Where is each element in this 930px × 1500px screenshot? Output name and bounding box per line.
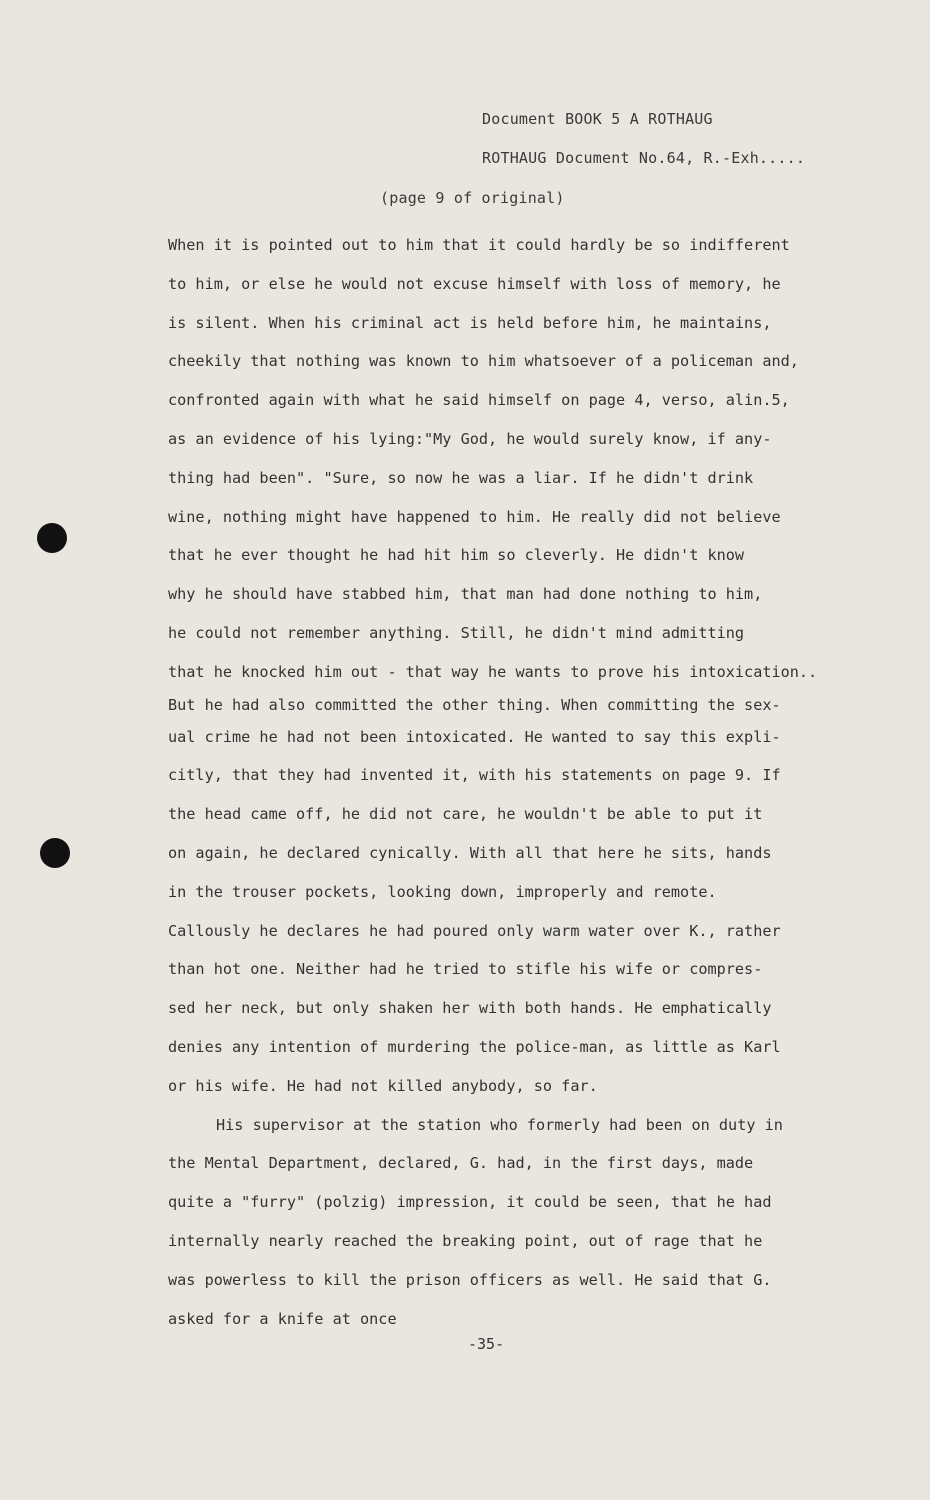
body-line: confronted again with what he said himself on page 4, verso, alin.5,	[168, 391, 790, 410]
body-line: that he knocked him out - that way he wants to prove his intoxication..	[168, 662, 818, 681]
body-line: to him, or else he would not excuse himself with loss of memory, he	[168, 274, 781, 293]
body-line: internally nearly reached the breaking point, out of rage that he	[168, 1231, 763, 1250]
body-line-paragraph-start: His supervisor at the station who formerly had been on duty in	[216, 1115, 783, 1134]
body-line: the Mental Department, declared, G. had, in the first days, made	[168, 1154, 754, 1173]
body-line: than hot one. Neither had he tried to stifle his wife or compres-	[168, 960, 763, 979]
body-line: ual crime he had not been intoxicated. He wanted to say this expli-	[168, 727, 781, 746]
body-line: quite a "furry" (polzig) impression, it could be seen, that he had	[168, 1193, 772, 1212]
body-line: asked for a knife at once	[168, 1309, 397, 1328]
body-line: But he had also committed the other thing. When committing the sex-	[168, 695, 781, 714]
document-number-reference: ROTHAUG Document No.64, R.-Exh.....	[482, 149, 806, 167]
original-page-reference: (page 9 of original)	[380, 189, 565, 207]
document-body	[168, 226, 868, 1338]
body-line: When it is pointed out to him that it could hardly be so indifferent	[168, 236, 790, 254]
body-line: thing had been". "Sure, so now he was a liar. If he didn't drink	[168, 468, 754, 487]
body-line: cheekily that nothing was known to him whatsoever of a policeman and,	[168, 352, 799, 371]
body-line: on again, he declared cynically. With all that here he sits, hands	[168, 843, 772, 862]
body-line: he could not remember anything. Still, he didn't mind admitting	[168, 623, 745, 642]
body-line: or his wife. He had not killed anybody, so far.	[168, 1076, 598, 1095]
body-line: why he should have stabbed him, that man had done nothing to him,	[168, 585, 763, 604]
body-line: as an evidence of his lying:"My God, he would surely know, if any-	[168, 429, 772, 448]
body-line: Callously he declares he had poured only warm water over K., rather	[168, 921, 781, 940]
body-line: wine, nothing might have happened to him. He really did not believe	[168, 507, 781, 526]
body-line: was powerless to kill the prison officers as well. He said that G.	[168, 1270, 772, 1289]
punch-hole-upper	[37, 523, 67, 553]
body-line: the head came off, he did not care, he wouldn't be able to put it	[168, 805, 763, 824]
body-line: citly, that they had invented it, with his statements on page 9. If	[168, 766, 781, 785]
page-number: -35-	[468, 1335, 505, 1353]
body-line: denies any intention of murdering the police-man, as little as Karl	[168, 1037, 781, 1056]
body-line: sed her neck, but only shaken her with both hands. He emphatically	[168, 999, 772, 1018]
document-book-reference: Document BOOK 5 A ROTHAUG	[482, 110, 713, 128]
punch-hole-lower	[40, 838, 70, 868]
body-line: is silent. When his criminal act is held before him, he maintains,	[168, 313, 772, 332]
body-line: that he ever thought he had hit him so cleverly. He didn't know	[168, 546, 745, 565]
body-line: in the trouser pockets, looking down, improperly and remote.	[168, 882, 717, 901]
